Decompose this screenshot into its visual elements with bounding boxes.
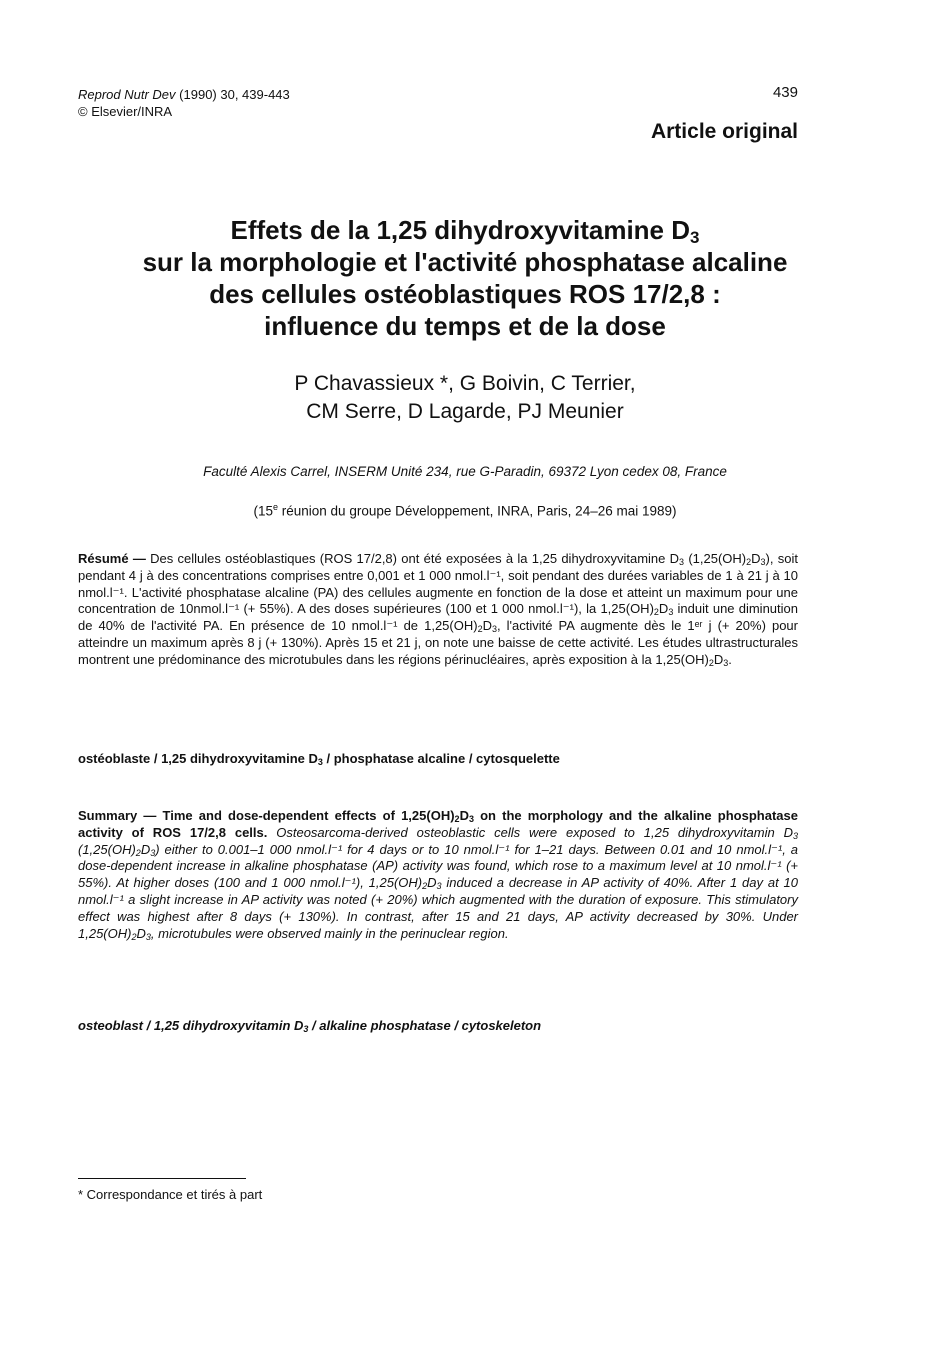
title-line-2: sur la morphologie et l'activité phosphatase alcaline [142,247,788,277]
keywords-english: osteoblast / 1,25 dihydroxyvitamin $D_3$ / alkaline phosphatase / cytoskeleton [78,1018,542,1034]
resume-heading: Résumé — [78,551,146,566]
authors-line-2: CM Serre, D Lagarde, PJ Meunier [306,400,624,423]
meeting-note: (15e réunion du groupe Développement, INRA, Paris, 24–26 mai 1989) [253,502,677,519]
footnote-rule [78,1178,246,1179]
affiliation: Faculté Alexis Carrel, INSERM Unité 234, rue G-Paradin, 69372 Lyon cedex 08, France [203,464,727,479]
journal-citation [78,86,290,120]
summary-body: Osteosarcoma-derived osteoblastic cells were exposed to 1,25 dihydroxyvitamin $D_3$ $(1,25(OH)_2D_3)$ either to 0.001–1 000 nmol.l⁻¹ for 4 days or to 10 nmol.l⁻¹ for 1–21 days. Between 0.01 and 10 nmol.l⁻¹, a dose-dependent increase in alkaline phosphatase (AP) activity was found, which rose to a maximum level at 10 nmol.l⁻¹ (+ 55%). At higher doses (100 and 1 000 nmol.l⁻¹), $1,25(OH)_2D_3$ induced a decrease in AP activity of 40%. After 1 day at 10 nmol.l⁻¹ a slight increase in AP activity was noted (+ 20%) which augmented with the duration of exposure. This stimulatory effect was highest after 8 days (+ 130%). In contrast, after 15 and 21 days, AP activity decreased by 30%. Under $1,25(OH)_2D_3$, microtubules were observed mainly in the perinuclear region. [78,824,798,942]
journal-ref-line [78,86,290,103]
keywords-french: ostéoblaste / 1,25 dihydroxyvitamine $D_3$ / phosphatase alcaline / cytosquelette [78,751,560,767]
footnote: * Correspondance et tirés à part [78,1187,263,1202]
journal-name: Reprod Nutr Dev [78,87,176,102]
authors [60,370,870,426]
journal-volume-pages: (1990) 30, 439-443 [179,87,290,102]
summary-abstract [78,808,798,942]
resume-abstract: Résumé — Des cellules ostéoblastiques (ROS 17/2,8) ont été exposées à la 1,25 dihydroxyvitamine $D_3$ $(1,25(OH)_2D_3)$, soit pendant 4 j à des concentrations comprises entre 0,001 et 1 000 nmol.l⁻¹, soit pendant des durées variables de 1 à 21 j à 10 nmol.l⁻¹. L'activité phosphatase alcaline (PA) des cellules augmente en fonction de la dose et atteint un maximum pour une concentration de 10nmol.l⁻¹ (+ 55%). A des doses supérieures (100 et 1 000 nmol.l⁻¹), la $1,25(OH)_2D_3$ induit une diminution de 40% de l'activité PA. En présence de 10 nmol.l⁻¹ de $1,25(OH)_2D_3$, l'activité PA augmente dès le 1ᵉʳ j (+ 20%) pour atteindre un maximum après 8 j (+ 130%). Après 15 et 21 j, on note une baisse de cette activité. Les études ultrastructurales montrent une prédominance des microtubules dans les régions périnucléaires, après exposition à la $1,25(OH)_2D_3$. [78,551,798,668]
authors-line-1: P Chavassieux *, G Boivin, C Terrier, [294,372,636,395]
article-title [60,214,870,342]
copyright: © Elsevier/INRA [78,104,173,119]
title-line-4: influence du temps et de la dose [264,311,666,341]
title-line-3: des cellules ostéoblastiques ROS 17/2,8 : [209,279,721,309]
title-line-1: Effets de la 1,25 dihydroxyvitamine $D_3$ [230,215,700,247]
page-number: 439 [772,84,798,101]
article-type: Article original [650,120,798,143]
summary-heading: Summary — Time and dose-dependent effects of $1,25(OH)_2D_3$ on the morphology and the alkaline phosphatase activity of ROS 17/2,8 cells. [78,808,798,840]
